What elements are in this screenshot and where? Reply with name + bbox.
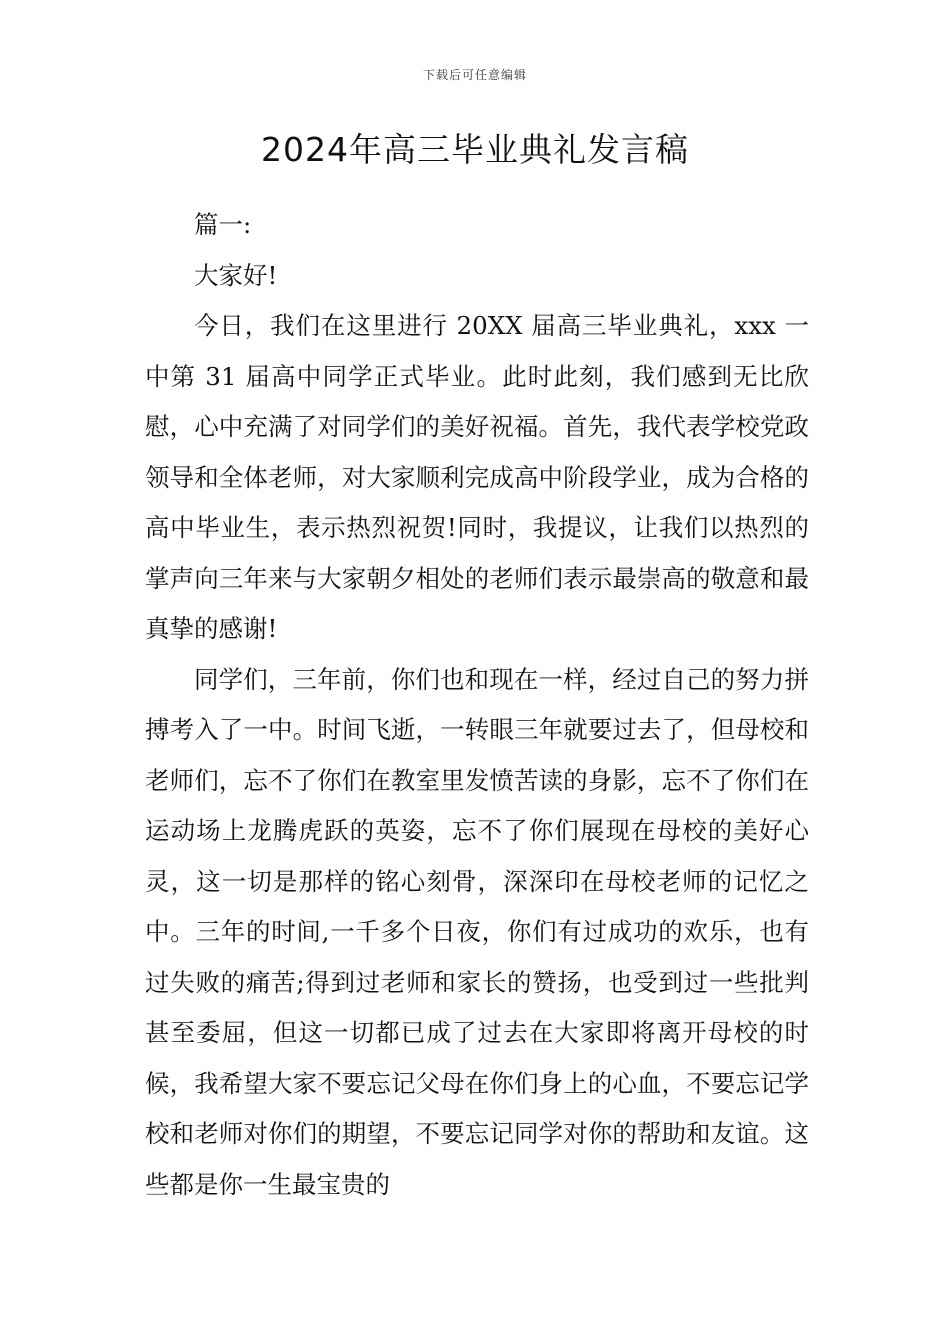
section-label: 篇一: bbox=[194, 210, 252, 239]
greeting-paragraph: 大家好! bbox=[194, 260, 278, 290]
document-title: 2024年高三毕业典礼发言稿 bbox=[261, 130, 689, 169]
document-body bbox=[145, 200, 809, 1210]
body-paragraph: 同学们，三年前，你们也和现在一样，经过自己的努力拼搏考入了一中。时间飞逝，一转眼三年就要过去了，但母校和老师们，忘不了你们在教室里发愤苦读的身影，忘不了你们在运动场上龙腾虎跃的英姿，忘不了你们展现在母校的美好心灵，这一切是那样的铭心刻骨，深深印在母校老师的记忆之中。三年的时间,一千多个日夜，你们有过成功的欢乐，也有过失败的痛苦;得到过老师和家长的赞扬，也受到过一些批判甚至委屈，但这一切都已成了过去在大家即将离开母校的时候，我希望大家不要忘记父母在你们身上的心血，不要忘记学校和老师对你们的期望，不要忘记同学对你的帮助和友谊。这些都是你一生最宝贵的 bbox=[145, 664, 809, 1199]
page-header-note: 下载后可任意编辑 bbox=[422, 68, 527, 82]
body-paragraph: 今日，我们在这里进行 20XX 届高三毕业典礼，xxx 一中第 31 届高中同学正式毕业。此时此刻，我们感到无比欣慰，心中充满了对同学们的美好祝福。首先，我代表学校党政领导和全体老师，对大家顺利完成高中阶段学业，成为合格的高中毕业生，表示热烈祝贺!同时，我提议，让我们以热烈的掌声向三年来与大家朝夕相处的老师们表示最崇高的敬意和最真挚的感谢! bbox=[145, 311, 809, 643]
